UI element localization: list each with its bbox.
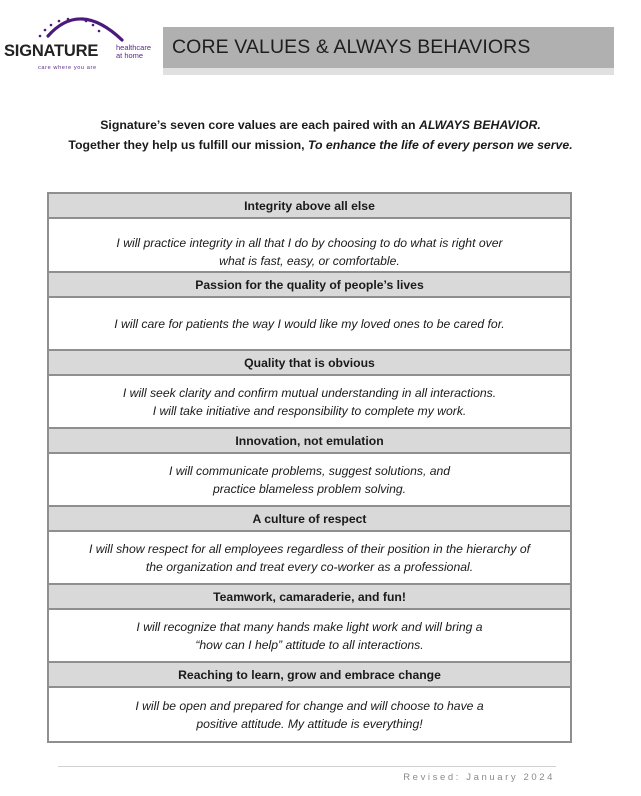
- value-behavior: [49, 532, 570, 585]
- value-title: Quality that is obvious: [49, 351, 570, 376]
- value-behavior: [49, 376, 570, 429]
- value-behavior: [49, 219, 570, 273]
- logo-sub-text: [116, 44, 151, 59]
- page-title: CORE VALUES & ALWAYS BEHAVIORS: [172, 36, 531, 58]
- behavior-line: I will practice integrity in all that I do by choosing to do what is right over: [116, 236, 503, 250]
- intro-line-1-italic: ALWAYS BEHAVIOR.: [418, 118, 541, 132]
- behavior-line: “how can I help” attitude to all interactions.: [195, 637, 424, 652]
- value-title: Passion for the quality of people’s lives: [49, 273, 570, 298]
- behavior-line: practice blameless problem solving.: [212, 481, 407, 496]
- value-behavior: [49, 298, 570, 351]
- behavior-line: I will seek clarity and confirm mutual understanding in all interactions.: [122, 385, 497, 400]
- logo-sub-line1: healthcare: [116, 43, 152, 52]
- logo-sub-line2: at home: [116, 50, 144, 60]
- value-title: Teamwork, camaraderie, and fun!: [49, 585, 570, 610]
- behavior-line: the organization and treat every co-worker as a professional.: [145, 559, 474, 574]
- logo-tagline: care where you are: [38, 65, 97, 71]
- behavior-line: what is fast, easy, or comfortable.: [219, 254, 400, 268]
- intro-line-1: [0, 115, 641, 135]
- intro-line-1-plain: Signature’s seven core values are each paired with an: [100, 118, 419, 132]
- value-behavior: [49, 454, 570, 507]
- behavior-line: I will recognize that many hands make light work and will bring a: [136, 619, 483, 634]
- company-logo: [2, 6, 162, 76]
- value-behavior: [49, 610, 570, 663]
- value-title: Reaching to learn, grow and embrace change: [49, 663, 570, 688]
- intro-line-2-plain: Together they help us fulfill our mission,: [68, 138, 308, 152]
- title-bar-underline: [163, 68, 614, 75]
- value-title: Innovation, not emulation: [49, 429, 570, 454]
- intro-line-2: [0, 135, 641, 155]
- footer-divider: [58, 766, 556, 767]
- value-title: A culture of respect: [49, 507, 570, 532]
- logo-brand-text: SIGNATURE: [4, 42, 99, 60]
- behavior-line: I will show respect for all employees regardless of their position in the hierarchy of: [89, 541, 530, 556]
- behavior-line: I will communicate problems, suggest solutions, and: [168, 463, 451, 478]
- value-title: Integrity above all else: [49, 194, 570, 219]
- behavior-line: I will be open and prepared for change and will choose to have a: [135, 698, 484, 713]
- intro-mission-statement: To enhance the life of every person we serve.: [307, 138, 573, 152]
- behavior-line: I will take initiative and responsibility to complete my work.: [152, 403, 467, 418]
- core-values-table: [47, 192, 572, 743]
- intro-text: [0, 115, 641, 155]
- behavior-line: I will care for patients the way I would like my loved ones to be cared for.: [114, 316, 505, 331]
- behavior-line: positive attitude. My attitude is everything!: [196, 716, 423, 731]
- value-behavior: [49, 688, 570, 741]
- title-bar: [163, 27, 614, 68]
- logo-arc-icon: [30, 6, 130, 46]
- revision-date: Revised: January 2024: [403, 772, 555, 783]
